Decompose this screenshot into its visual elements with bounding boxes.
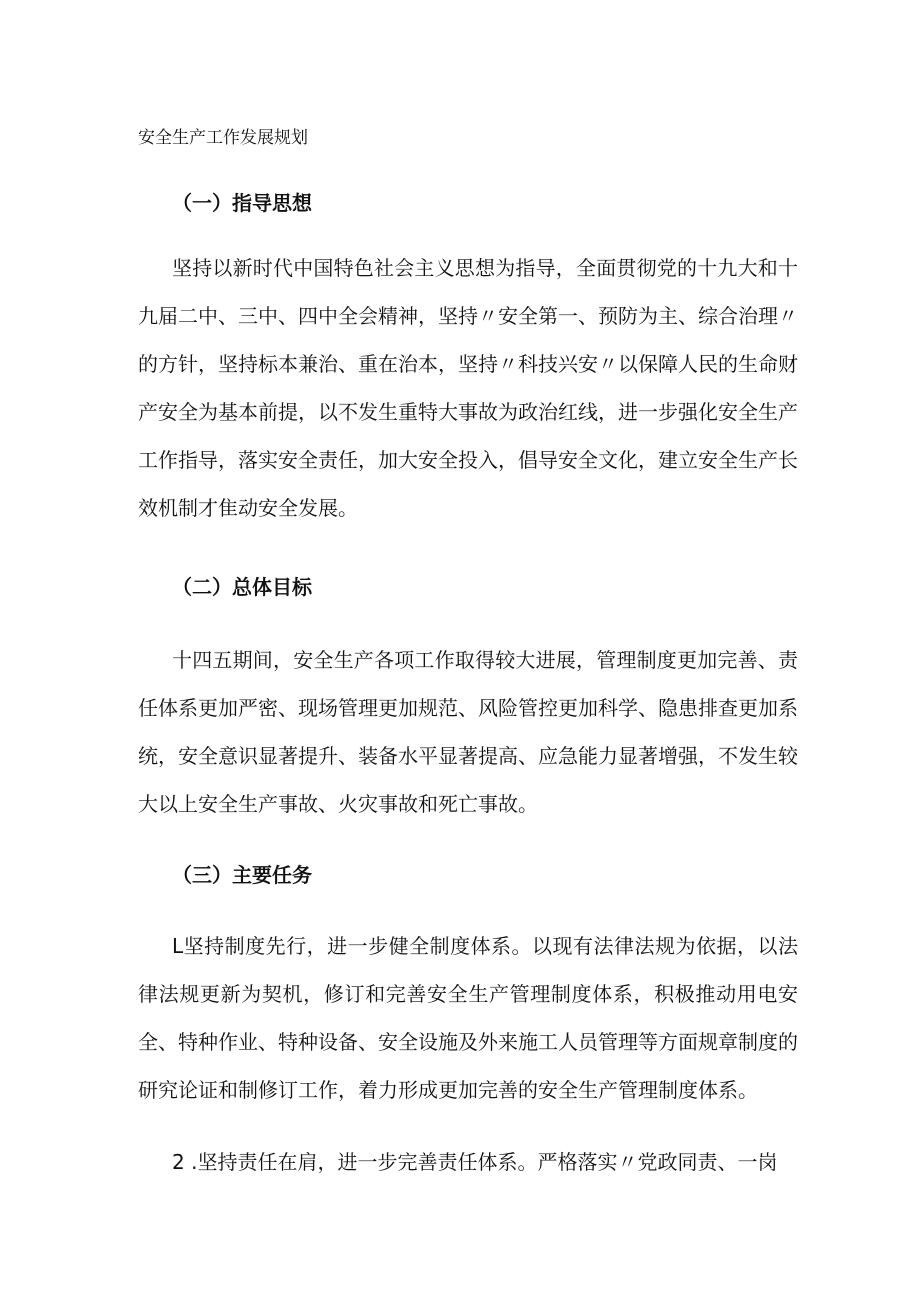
section-heading-overall-goal: （二）总体目标 <box>172 575 312 599</box>
section-heading-guiding-ideology: （一）指导思想 <box>172 191 312 215</box>
document-title: 安全生产工作发展规划 <box>138 128 308 148</box>
paragraph-task-2: 2 .坚持责任在肩，进一步完善责任体系。严格落实〃党政同责、一岗 <box>172 1150 778 1174</box>
section-heading-main-tasks: （三）主要任务 <box>172 863 312 887</box>
paragraph-task-1: L坚持制度先行，进一步健全制度体系。以现有法律法规为依据，以法律法规更新为契机，修订和完善安全生产管理制度体系，积极推动用电安全、特种作业、特种设备、安全设施及外来施工人员管理等方面规章制度的研究论证和制修订工作，着力形成更加完善的安全生产管理制度体系。 <box>138 934 798 1102</box>
paragraph-overall-goal: 十四五期间，安全生产各项工作取得较大进展，管理制度更加完善、责任体系更加严密、现场管理更加规范、风险管控更加科学、隐患排查更加系统，安全意识显著提升、装备水平显著提高、应急能力显著增强，不发生较大以上安全生产事故、火灾事故和死亡事故。 <box>138 648 798 816</box>
paragraph-guiding-ideology: 坚持以新时代中国特色社会主义思想为指导，全面贯彻党的十九大和十九届二中、三中、四中全会精神，坚持〃安全第一、预防为主、综合治理〃的方针，坚持标本兼治、重在治本，坚持〃科技兴安〃以保障人民的生命财产安全为基本前提，以不发生重特大事故为政治红线，进一步强化安全生产工作指导，落实安全责任，加大安全投入，倡导安全文化，建立安全生产长效机制才隹动安全发展。 <box>138 256 798 520</box>
